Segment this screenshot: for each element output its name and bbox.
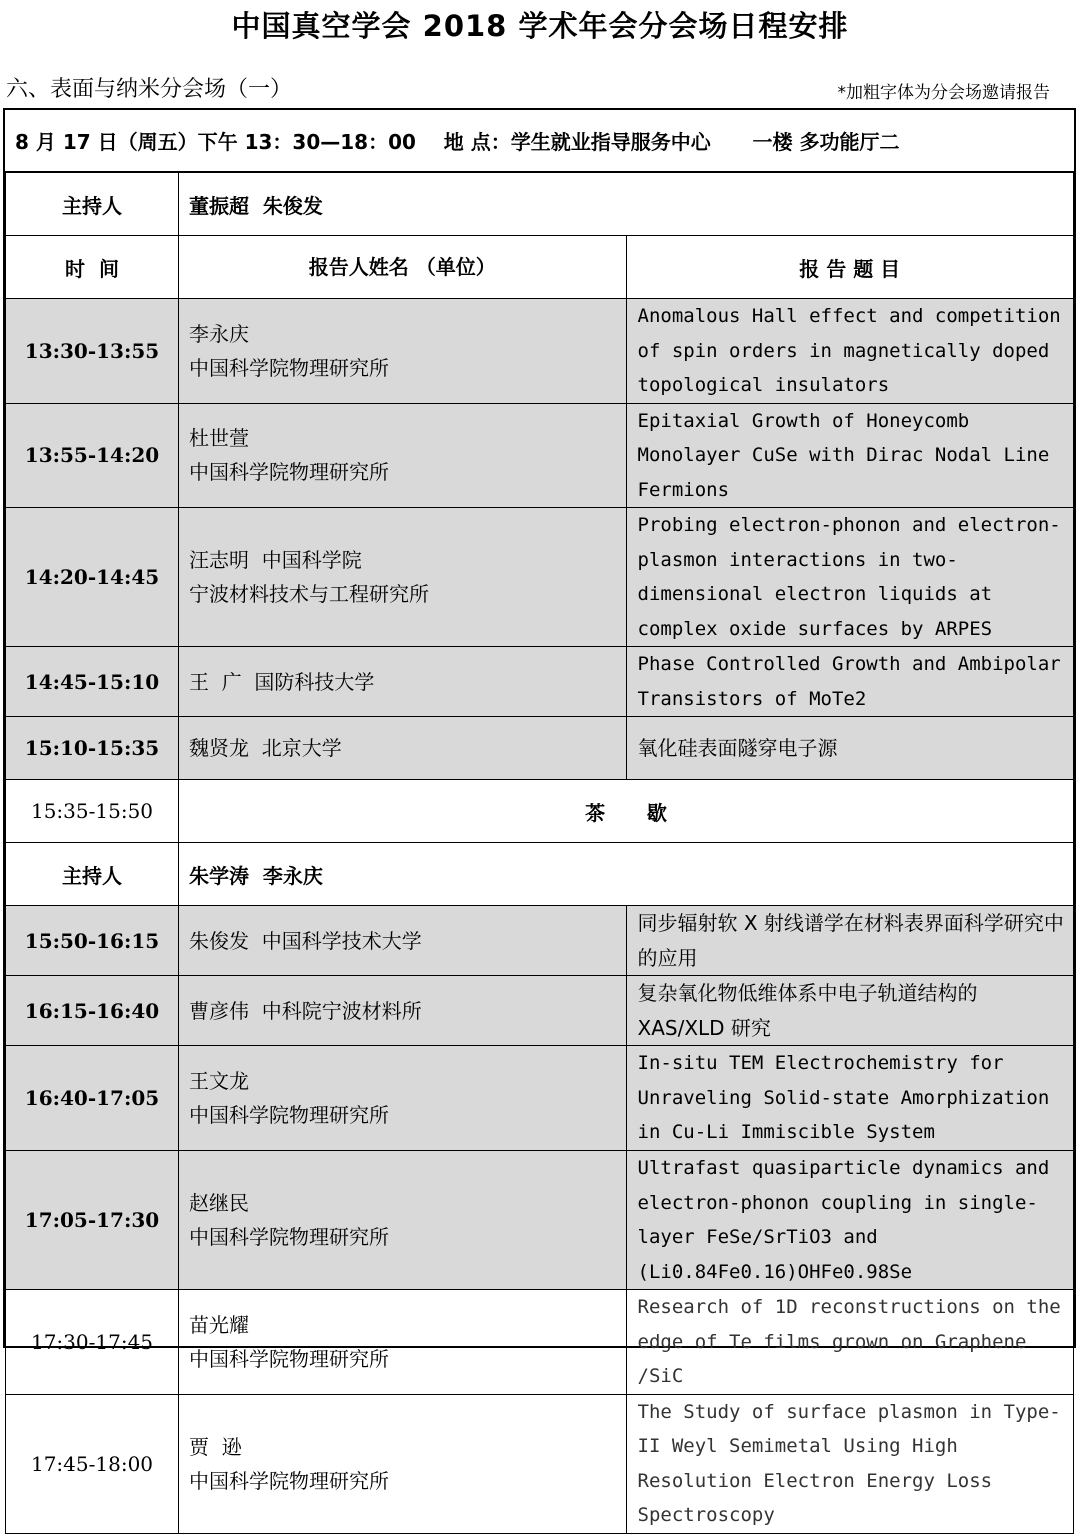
speaker-affiliation: 中国科学院物理研究所 (189, 1103, 389, 1127)
talk-time: 13:55-14:20 (6, 403, 179, 508)
speaker-name: 苗光耀 (189, 1312, 249, 1337)
talk-topic: Epitaxial Growth of Honeycomb Monolayer CuSe with Dirac Nodal Line Fermions (626, 403, 1074, 508)
talk-topic: 氧化硅表面隧穿电子源 (626, 717, 1074, 780)
speaker-affiliation: 中国科学院物理研究所 (189, 1346, 389, 1371)
section-title: 六、表面与纳米分会场（一） (6, 77, 293, 102)
talk-speaker (179, 403, 627, 508)
speaker-name: 李永庆 (189, 321, 249, 346)
break-row (6, 780, 1074, 843)
header-row (6, 236, 1074, 299)
talk-row (6, 976, 1074, 1046)
talk-row (6, 1046, 1074, 1151)
talk-time: 17:05-17:30 (6, 1151, 179, 1290)
host-names: 董振超 朱俊发 (179, 173, 1074, 236)
talk-time: 15:10-15:35 (6, 717, 179, 780)
host-row-1 (6, 173, 1074, 236)
speaker-name: 魏贤龙 北京大学 (189, 736, 342, 760)
talk-speaker (179, 906, 627, 976)
talk-topic: 复杂氧化物低维体系中电子轨道结构的 XAS/XLD 研究 (626, 976, 1074, 1046)
talk-speaker (179, 647, 627, 717)
schedule-table (5, 172, 1074, 1534)
talk-speaker (179, 299, 627, 404)
talk-topic: In-situ TEM Electrochemistry for Unraveling Solid-state Amorphization in Cu-Li Immiscible System (626, 1046, 1074, 1151)
talk-row (6, 403, 1074, 508)
talk-row (6, 906, 1074, 976)
talk-time: 14:20-14:45 (6, 508, 179, 647)
talk-row (6, 299, 1074, 404)
host-names: 朱学涛 李永庆 (179, 843, 1074, 906)
speaker-affiliation: 宁波材料技术与工程研究所 (189, 582, 429, 606)
talk-speaker (179, 1046, 627, 1151)
talk-speaker (179, 508, 627, 647)
break-label: 茶 歇 (179, 780, 1074, 843)
header-topic: 报 告 题 目 (626, 236, 1074, 299)
speaker-name: 贾 逊 (189, 1434, 242, 1459)
talk-speaker (179, 1394, 627, 1533)
talk-speaker (179, 1290, 627, 1395)
header-speaker: 报告人姓名 （单位） (179, 236, 627, 299)
invited-note: *加粗字体为分会场邀请报告 (837, 83, 1050, 103)
speaker-affiliation: 中国科学院物理研究所 (189, 1225, 389, 1249)
host-label: 主持人 (6, 173, 179, 236)
talk-speaker (179, 1151, 627, 1290)
speaker-name: 王 广 国防科技大学 (189, 669, 375, 694)
session-info: 8 月 17 日（周五）下午 13：30—18：00 地 点：学生就业指导服务中心 一楼 多功能厅二 (5, 110, 1074, 172)
talk-speaker (179, 976, 627, 1046)
talk-row (6, 1290, 1074, 1395)
speaker-name: 汪志明 中国科学院 (189, 548, 362, 572)
header-time: 时 间 (6, 236, 179, 299)
speaker-name: 朱俊发 中国科学技术大学 (189, 928, 422, 953)
talk-row (6, 1151, 1074, 1290)
talk-topic: Research of 1D reconstructions on the edge of Te films grown on Graphene /SiC (626, 1290, 1074, 1395)
talk-topic: 同步辐射软 X 射线谱学在材料表界面科学研究中的应用 (626, 906, 1074, 976)
talk-time: 15:50-16:15 (6, 906, 179, 976)
talk-time: 14:45-15:10 (6, 647, 179, 717)
speaker-affiliation: 中国科学院物理研究所 (189, 355, 389, 380)
talk-row (6, 717, 1074, 780)
talk-row (6, 647, 1074, 717)
speaker-name: 王文龙 (189, 1069, 249, 1093)
talk-row (6, 1394, 1074, 1533)
speaker-name: 曹彦伟 中科院宁波材料所 (189, 998, 422, 1023)
host-row-2 (6, 843, 1074, 906)
talk-time: 16:40-17:05 (6, 1046, 179, 1151)
talk-topic: Probing electron-phonon and electron-plasmon interactions in two-dimensional electron liquids at complex oxide surfaces by ARPES (626, 508, 1074, 647)
speaker-affiliation: 中国科学院物理研究所 (189, 460, 389, 485)
speaker-name: 杜世萱 (189, 426, 249, 451)
talk-topic: Ultrafast quasiparticle dynamics and electron-phonon coupling in single-layer FeSe/SrTiO3 and (Li0.84Fe0.16)OHFe0.98Se (626, 1151, 1074, 1290)
break-time: 15:35-15:50 (6, 780, 179, 843)
speaker-affiliation: 中国科学院物理研究所 (189, 1468, 389, 1493)
talk-topic: The Study of surface plasmon in Type-II Weyl Semimetal Using High Resolution Electron Energy Loss Spectroscopy (626, 1394, 1074, 1533)
talk-time: 17:45-18:00 (6, 1394, 179, 1533)
talk-row (6, 508, 1074, 647)
talk-topic: Phase Controlled Growth and Ambipolar Transistors of MoTe2 (626, 647, 1074, 717)
talk-time: 16:15-16:40 (6, 976, 179, 1046)
talk-topic: Anomalous Hall effect and competition of spin orders in magnetically doped topological insulators (626, 299, 1074, 404)
talk-time: 17:30-17:45 (6, 1290, 179, 1395)
talk-time: 13:30-13:55 (6, 299, 179, 404)
page-title: 中国真空学会 2018 学术年会分会场日程安排 (231, 9, 849, 43)
speaker-name: 赵继民 (189, 1191, 249, 1215)
talk-speaker (179, 717, 627, 780)
host-label: 主持人 (6, 843, 179, 906)
